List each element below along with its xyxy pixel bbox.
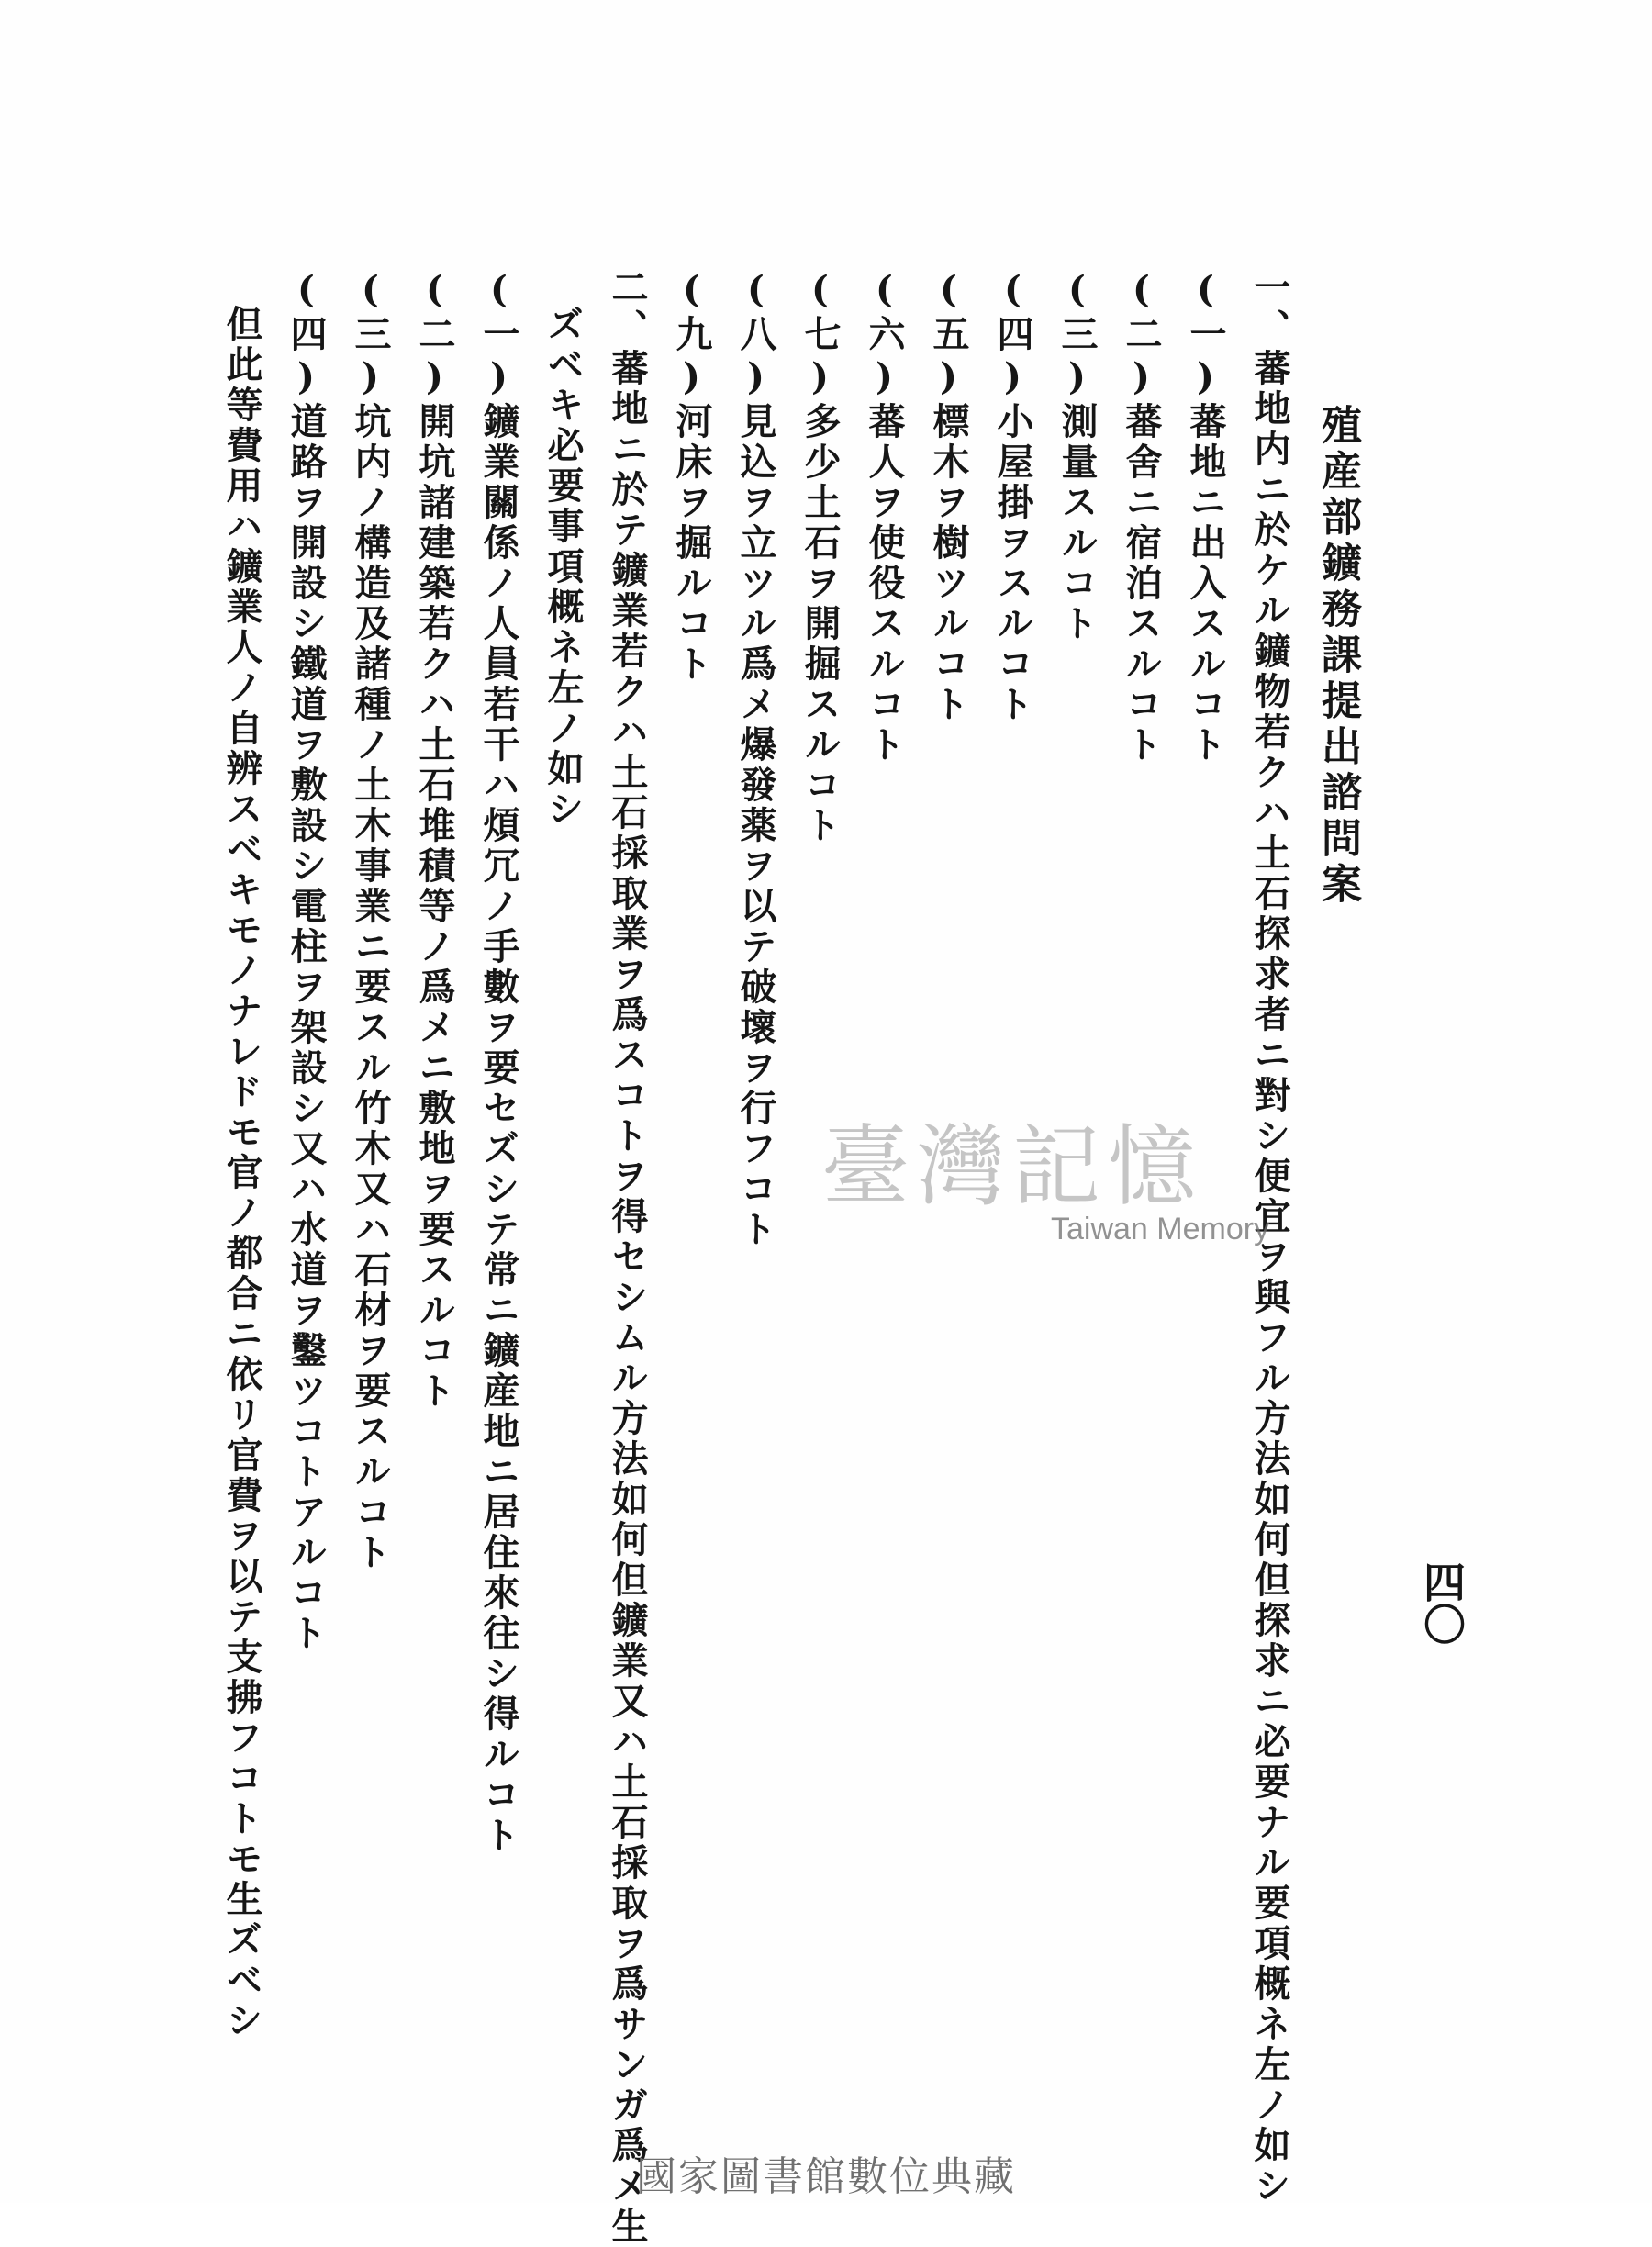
- text-column-16: (四)道路ヲ開設シ鐵道ヲ敷設シ電柱ヲ架設シ又ハ水道ヲ鑿ツコトアルコト: [285, 268, 328, 1654]
- text-column-12: ズベキ必要事項概ネ左ノ如シ: [541, 305, 585, 830]
- text-column-13: (一)鑛業關係ノ人員若干ハ煩冗ノ手數ヲ要セズシテ常ニ鑛産地ニ居住來往シ得ルコト: [477, 268, 520, 1856]
- document-title: 殖産部鑛務課提出諮問案: [1314, 404, 1361, 909]
- text-column-4: (三)測量スルコト: [1055, 268, 1099, 644]
- text-column-10: (九)河床ヲ掘ルコト: [670, 268, 713, 685]
- watermark: [821, 1097, 1299, 1262]
- footer-credit: 國家圖書館數位典藏: [636, 2153, 1016, 2200]
- text-column-2: (一)蕃地ニ出入スルコト: [1184, 268, 1227, 766]
- text-column-5: (四)小屋掛ヲスルコト: [991, 268, 1034, 725]
- text-column-1: 一、蕃地内ニ於ケル鑛物若クハ土石探求者ニ對シ便宜ヲ與フル方法如何但探求ニ必要ナル要項概ネ左ノ如シ: [1248, 268, 1291, 2207]
- page-number: 四〇: [1417, 1560, 1467, 1645]
- text-column-9: (八)見込ヲ立ツル爲メ爆發薬ヲ以テ破壞ヲ行フコト: [734, 268, 777, 1250]
- watermark-logo-text: 臺灣記憶: [821, 1115, 1203, 1218]
- text-column-17: 但此等費用ハ鑛業人ノ自辨スベキモノナレドモ官ノ都合ニ依リ官費ヲ以テ支拂フコトモ生ズベシ: [220, 305, 263, 2041]
- text-column-3: (二)蕃舍ニ宿泊スルコト: [1120, 268, 1163, 766]
- text-column-7: (六)蕃人ヲ使役スルコト: [863, 268, 906, 766]
- text-column-8: (七)多少土石ヲ開掘スルコト: [798, 268, 842, 846]
- text-column-14: (二)開坑諸建築若クハ土石堆積等ノ爲メニ敷地ヲ要スルコト: [413, 268, 456, 1412]
- text-column-6: (五)標木ヲ樹ツルコト: [927, 268, 970, 725]
- watermark-caption: Taiwan Memory: [1051, 1212, 1270, 1246]
- text-column-15: (三)坑内ノ構造及諸種ノ土木事業ニ要スル竹木又ハ石材ヲ要スルコト: [349, 268, 392, 1573]
- text-column-11: 二、蕃地ニ於テ鑛業若クハ土石採取業ヲ爲スコトヲ得セシムル方法如何但鑛業又ハ土石採取ヲ爲サンガ爲メ生: [606, 268, 649, 2247]
